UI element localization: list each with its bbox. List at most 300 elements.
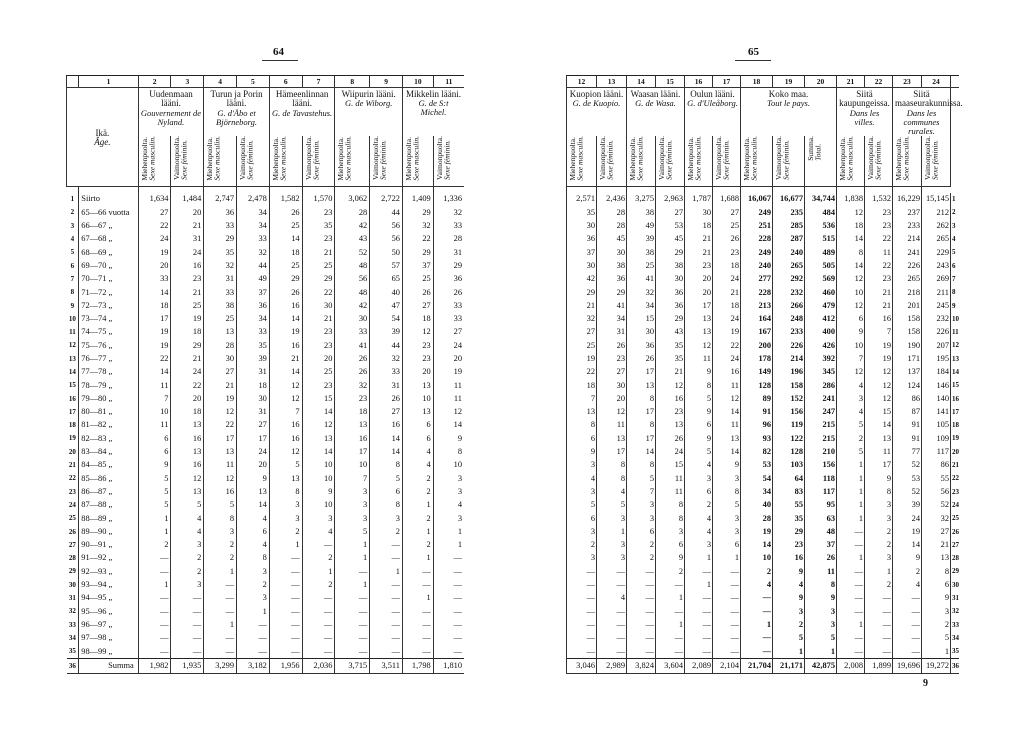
table-cell: 12 (302, 419, 335, 432)
male-column-header-fi: Miehenpuolta. (838, 137, 847, 181)
male-column-header-fr: Sexe masculin. (845, 136, 855, 181)
table-cell: 22 (713, 339, 741, 352)
table-cell: 4 (597, 592, 627, 605)
table-cell: 30 (204, 353, 237, 366)
table-cell: — (627, 592, 656, 605)
table-cell: 15 (865, 406, 893, 419)
table-cell: 23 (402, 353, 433, 366)
table-cell: 4 (685, 512, 713, 525)
female-column-header (237, 136, 270, 187)
table-cell: 4 (741, 579, 773, 592)
table-cell: 152 (773, 392, 805, 405)
table-cell: 5 (685, 446, 713, 459)
summa-cell: 3,046 (567, 659, 597, 674)
table-cell: 23 (865, 206, 893, 219)
table-cell: 30 (597, 246, 627, 259)
female-column-header-text (305, 136, 320, 180)
table-cell: — (656, 579, 685, 592)
male-column-header-text (405, 136, 420, 181)
summa-cell: 1,935 (171, 659, 204, 674)
table-cell: 4 (237, 512, 270, 525)
table-cell: 21 (567, 299, 597, 312)
table-row (567, 259, 959, 272)
table-cell: 3 (865, 512, 893, 525)
row-index: 7 (67, 273, 79, 286)
male-column-header (138, 136, 171, 187)
table-cell: 14 (302, 406, 335, 419)
table-cell: 2,571 (567, 193, 597, 206)
table-cell: 43 (656, 326, 685, 339)
table-cell: 21 (865, 299, 893, 312)
table-cell: 5 (335, 525, 370, 538)
table-cell: 27 (567, 326, 597, 339)
table-cell: 214 (773, 353, 805, 366)
table-cell: 158 (893, 313, 922, 326)
age-label: 78—79 „ (81, 380, 113, 390)
row-index: 30 (951, 579, 959, 592)
summa-cell: 1,982 (138, 659, 171, 674)
table-cell: 16 (171, 459, 204, 472)
table-cell: — (567, 632, 597, 645)
age-label: 85—86 „ (81, 473, 113, 483)
table-cell: 1 (335, 579, 370, 592)
summa-cell: 3,182 (237, 659, 270, 674)
table-cell: 22 (865, 233, 893, 246)
table-cell: 1 (433, 525, 464, 538)
table-cell: 3 (685, 539, 713, 552)
table-cell: 156 (805, 459, 837, 472)
table-cell: 53 (656, 220, 685, 233)
table-cell: 30 (627, 326, 656, 339)
table-cell: 233 (773, 326, 805, 339)
table-cell: 11 (713, 379, 741, 392)
row-index: 1 (67, 193, 79, 206)
table-cell: — (433, 552, 464, 565)
right-group-header (567, 88, 627, 137)
table-row (567, 472, 959, 485)
age-label: 71—72 „ (81, 287, 113, 297)
table-cell: 23 (302, 326, 335, 339)
table-cell: 17 (204, 432, 237, 445)
table-cell: 7 (269, 406, 302, 419)
table-cell: 44 (237, 259, 270, 272)
table-cell: 4 (402, 459, 433, 472)
table-cell: 13 (302, 432, 335, 445)
table-cell: 50 (370, 246, 403, 259)
row-index: 31 (67, 592, 79, 605)
table-cell: 4 (402, 446, 433, 459)
table-cell: 16,677 (773, 193, 805, 206)
male-column-header-text (337, 136, 352, 181)
table-cell: 13 (402, 379, 433, 392)
group-title: Uudenmaan lääni. (149, 89, 193, 109)
table-cell: 3 (302, 512, 335, 525)
row-index: 24 (67, 499, 79, 512)
right-column-number: 19 (773, 76, 805, 88)
table-cell: 10 (302, 459, 335, 472)
table-cell: 10 (837, 286, 865, 299)
table-cell: — (335, 632, 370, 645)
male-column-header-text (839, 136, 854, 181)
table-cell: 2,436 (597, 193, 627, 206)
table-cell: 11 (597, 419, 627, 432)
table-cell: 1 (302, 565, 335, 578)
table-cell: 171 (893, 353, 922, 366)
table-cell: — (335, 619, 370, 632)
table-cell: — (685, 645, 713, 659)
table-cell: — (269, 579, 302, 592)
female-column-header-fi: Vaimonpuolta. (371, 136, 381, 180)
male-column-header-text (687, 136, 702, 181)
table-cell: 23 (302, 233, 335, 246)
table-cell: 1 (773, 645, 805, 659)
table-cell: — (567, 619, 597, 632)
table-cell: 29 (773, 525, 805, 538)
table-row (567, 406, 959, 419)
right-column-number: 18 (741, 76, 773, 88)
left-column-number: 3 (171, 76, 204, 88)
female-column-header-fr: Sexe féminin. (378, 139, 388, 180)
table-cell: 33 (433, 313, 464, 326)
table-cell: — (713, 592, 741, 605)
table-cell: — (370, 645, 403, 659)
table-cell: 14 (269, 233, 302, 246)
summa-cell: 21,704 (741, 659, 773, 674)
female-column-header-text (599, 136, 614, 180)
age-label: 95—96 „ (81, 606, 113, 616)
table-row (567, 512, 959, 525)
table-cell: 33 (237, 233, 270, 246)
table-cell: 12 (171, 472, 204, 485)
table-cell: 158 (773, 379, 805, 392)
row-index: 4 (951, 233, 959, 246)
table-cell: 426 (805, 339, 837, 352)
female-column-header-fr: Sexe féminin. (605, 139, 615, 180)
table-cell: 5 (773, 632, 805, 645)
table-row (67, 259, 465, 272)
female-column-header-fi: Vaimonpuolta. (774, 136, 783, 180)
table-cell: 7 (567, 392, 597, 405)
table-cell: 33 (204, 286, 237, 299)
table-cell: 3 (237, 565, 270, 578)
table-cell: 265 (922, 233, 951, 246)
table-cell: 15 (302, 392, 335, 405)
table-cell: — (237, 645, 270, 659)
table-cell: — (402, 632, 433, 645)
table-cell: 249 (741, 246, 773, 259)
table-cell: 265 (773, 259, 805, 272)
table-cell: 63 (805, 512, 837, 525)
table-cell: — (865, 619, 893, 632)
table-cell: — (335, 605, 370, 618)
female-column-header-fi: Vaimonpuolta. (434, 136, 444, 180)
male-column-header-text (895, 136, 910, 181)
table-cell: 26 (269, 206, 302, 219)
table-cell: 33 (237, 326, 270, 339)
table-cell: 27 (370, 406, 403, 419)
male-column-header-fi: Miehenpuolta. (270, 137, 280, 181)
table-cell: 4 (567, 472, 597, 485)
row-index: 11 (951, 326, 959, 339)
row-index: 35 (951, 645, 959, 659)
left-column-number: 1 (79, 76, 138, 88)
table-cell: 265 (893, 273, 922, 286)
table-cell: 31 (597, 326, 627, 339)
table-cell: 64 (773, 472, 805, 485)
table-cell: 8 (627, 392, 656, 405)
table-cell: 1,634 (138, 193, 171, 206)
table-cell: 4 (685, 525, 713, 538)
table-cell: 12 (713, 392, 741, 405)
table-cell: 8 (922, 565, 951, 578)
male-column-header-text (141, 136, 156, 181)
table-cell: 35 (656, 339, 685, 352)
table-cell: 2 (138, 539, 171, 552)
row-index: 24 (951, 499, 959, 512)
table-cell: 1 (138, 525, 171, 538)
left-column-number: 7 (302, 76, 335, 88)
table-cell: 2,747 (204, 193, 237, 206)
table-cell: 226 (893, 259, 922, 272)
table-cell: 26 (370, 392, 403, 405)
table-cell: 48 (805, 525, 837, 538)
female-column-header-fi: Vaimonpuolta. (303, 136, 313, 180)
male-column-header (269, 136, 302, 187)
table-cell: — (837, 632, 865, 645)
table-cell: — (685, 565, 713, 578)
table-cell: 24 (713, 313, 741, 326)
table-cell: 11 (656, 486, 685, 499)
summa-cell: 1,956 (269, 659, 302, 674)
table-cell: 412 (805, 313, 837, 326)
row-index: 10 (951, 313, 959, 326)
table-cell: — (402, 605, 433, 618)
table-cell: 53 (893, 472, 922, 485)
table-cell: 5 (597, 499, 627, 512)
right-column-number: 12 (567, 76, 597, 88)
table-cell: 146 (922, 379, 951, 392)
table-cell: 2 (627, 539, 656, 552)
table-cell: 29 (656, 246, 685, 259)
male-column-header-fi: Miehenpuolta. (686, 137, 695, 181)
group-title: Wiipurin lääni. (341, 89, 396, 99)
table-cell: 36 (204, 206, 237, 219)
table-cell: 5 (138, 486, 171, 499)
male-column-header-fi: Miehenpuolta. (894, 137, 903, 181)
table-row (67, 339, 465, 352)
table-cell: 13 (335, 419, 370, 432)
table-cell: — (627, 632, 656, 645)
table-cell: 13 (402, 406, 433, 419)
table-cell: 9 (685, 432, 713, 445)
table-cell: 19 (433, 366, 464, 379)
table-cell: 2 (922, 619, 951, 632)
female-column-header-fi: Vaimonpuolta. (714, 136, 723, 180)
table-cell: 5 (805, 632, 837, 645)
table-cell: — (685, 605, 713, 618)
table-cell: 8 (433, 446, 464, 459)
table-cell: — (893, 645, 922, 659)
table-cell: 6 (138, 446, 171, 459)
table-cell: 158 (893, 326, 922, 339)
table-cell: 14 (237, 499, 270, 512)
table-cell: 1 (685, 579, 713, 592)
row-index: 23 (67, 486, 79, 499)
table-cell: 4 (773, 579, 805, 592)
row-index: 19 (67, 432, 79, 445)
table-cell: 13 (204, 446, 237, 459)
row-index: 29 (951, 565, 959, 578)
table-cell: 214 (893, 233, 922, 246)
table-cell: 8 (370, 499, 403, 512)
table-cell: 23 (713, 246, 741, 259)
table-cell: 12 (269, 392, 302, 405)
table-cell: 5 (567, 499, 597, 512)
age-label: 94—95 „ (81, 593, 113, 603)
table-cell: 18 (567, 379, 597, 392)
table-cell: 2 (402, 486, 433, 499)
table-cell: 31 (237, 406, 270, 419)
age-label: 77—78 „ (81, 367, 113, 377)
table-cell: 484 (805, 206, 837, 219)
table-cell: 122 (773, 432, 805, 445)
table-cell: 23 (597, 353, 627, 366)
male-column-header-fr: Sexe masculin. (343, 136, 353, 181)
table-cell: 3 (433, 486, 464, 499)
table-row (67, 392, 465, 405)
table-cell: 41 (597, 299, 627, 312)
row-index: 32 (951, 605, 959, 618)
table-cell: 12 (433, 406, 464, 419)
table-cell: 8 (805, 579, 837, 592)
row-index: 9 (951, 299, 959, 312)
table-row (567, 313, 959, 326)
table-cell: 56 (370, 233, 403, 246)
group-title: Waasan lääni. (630, 89, 681, 99)
table-cell: 240 (741, 259, 773, 272)
table-row (567, 299, 959, 312)
table-cell: 479 (805, 299, 837, 312)
female-column-header (302, 136, 335, 187)
table-cell: 29 (433, 259, 464, 272)
female-column-header-fr: Sexe féminin. (245, 139, 255, 180)
table-cell: 4 (893, 579, 922, 592)
table-cell: 21 (269, 353, 302, 366)
table-cell: 32 (370, 353, 403, 366)
row-index: 15 (951, 379, 959, 392)
table-cell: — (335, 592, 370, 605)
table-cell: 30 (567, 259, 597, 272)
row-index: 32 (67, 605, 79, 618)
table-cell: 3 (335, 499, 370, 512)
table-cell: 38 (627, 246, 656, 259)
table-cell: — (269, 565, 302, 578)
table-cell: 21 (685, 233, 713, 246)
age-label: 92—93 „ (81, 566, 113, 576)
table-cell: — (685, 619, 713, 632)
table-cell: 17 (685, 299, 713, 312)
left-column-number: 10 (402, 76, 433, 88)
table-cell: 25 (713, 220, 741, 233)
right-column-number: 15 (656, 76, 685, 88)
table-cell: 8 (656, 512, 685, 525)
female-column-header (597, 136, 627, 187)
table-cell: 17 (138, 313, 171, 326)
table-row (567, 486, 959, 499)
table-cell: 65 (370, 273, 403, 286)
group-subtitle: Dans les villes. (849, 107, 880, 127)
table-row (67, 552, 465, 565)
table-cell: 22 (138, 353, 171, 366)
table-cell: — (865, 632, 893, 645)
table-cell: 3 (865, 499, 893, 512)
table-cell: 36 (567, 233, 597, 246)
table-cell: 3 (922, 605, 951, 618)
table-cell: 19 (204, 392, 237, 405)
table-cell: 37 (567, 246, 597, 259)
table-cell: 247 (805, 406, 837, 419)
male-column-header-text (206, 136, 221, 181)
table-cell: 28 (433, 233, 464, 246)
row-index: 14 (67, 366, 79, 379)
table-cell: 251 (741, 220, 773, 233)
table-cell: 1,688 (713, 193, 741, 206)
table-cell: — (433, 605, 464, 618)
table-cell: 24 (171, 366, 204, 379)
table-cell: 21 (302, 313, 335, 326)
table-cell: 38 (627, 206, 656, 219)
age-label: 75—76 „ (81, 340, 113, 350)
table-cell: — (567, 645, 597, 659)
table-cell: 3 (567, 486, 597, 499)
table-cell: 249 (741, 206, 773, 219)
table-cell: 41 (335, 339, 370, 352)
left-column-number: 5 (237, 76, 270, 88)
age-label: 80—81 „ (81, 407, 113, 417)
male-column-header (893, 136, 922, 187)
table-cell: 20 (302, 353, 335, 366)
table-cell: 11 (433, 379, 464, 392)
table-cell: — (138, 645, 171, 659)
table-cell: 3 (656, 525, 685, 538)
table-cell: 3 (370, 512, 403, 525)
table-cell: 215 (805, 419, 837, 432)
female-column-header (171, 136, 204, 187)
female-column-header-fi: Vaimonpuolta. (657, 136, 666, 180)
table-cell: 21 (171, 353, 204, 366)
right-sex-headers (567, 136, 959, 187)
table-cell: 16 (204, 486, 237, 499)
table-cell: 32 (204, 259, 237, 272)
table-cell: 26 (433, 286, 464, 299)
table-cell: — (713, 565, 741, 578)
table-cell: 56 (335, 273, 370, 286)
table-cell: 7 (335, 472, 370, 485)
table-cell: 16 (656, 392, 685, 405)
table-cell: 6 (656, 539, 685, 552)
table-cell: 19 (138, 246, 171, 259)
female-column-header (713, 136, 741, 187)
table-cell: 149 (741, 366, 773, 379)
table-cell: 229 (922, 246, 951, 259)
table-cell: — (627, 565, 656, 578)
table-cell: 21 (171, 286, 204, 299)
table-cell: 32 (335, 379, 370, 392)
table-row (67, 632, 465, 645)
left-group-header (204, 88, 270, 137)
female-column-header-text (239, 136, 254, 180)
table-cell: 2 (627, 552, 656, 565)
